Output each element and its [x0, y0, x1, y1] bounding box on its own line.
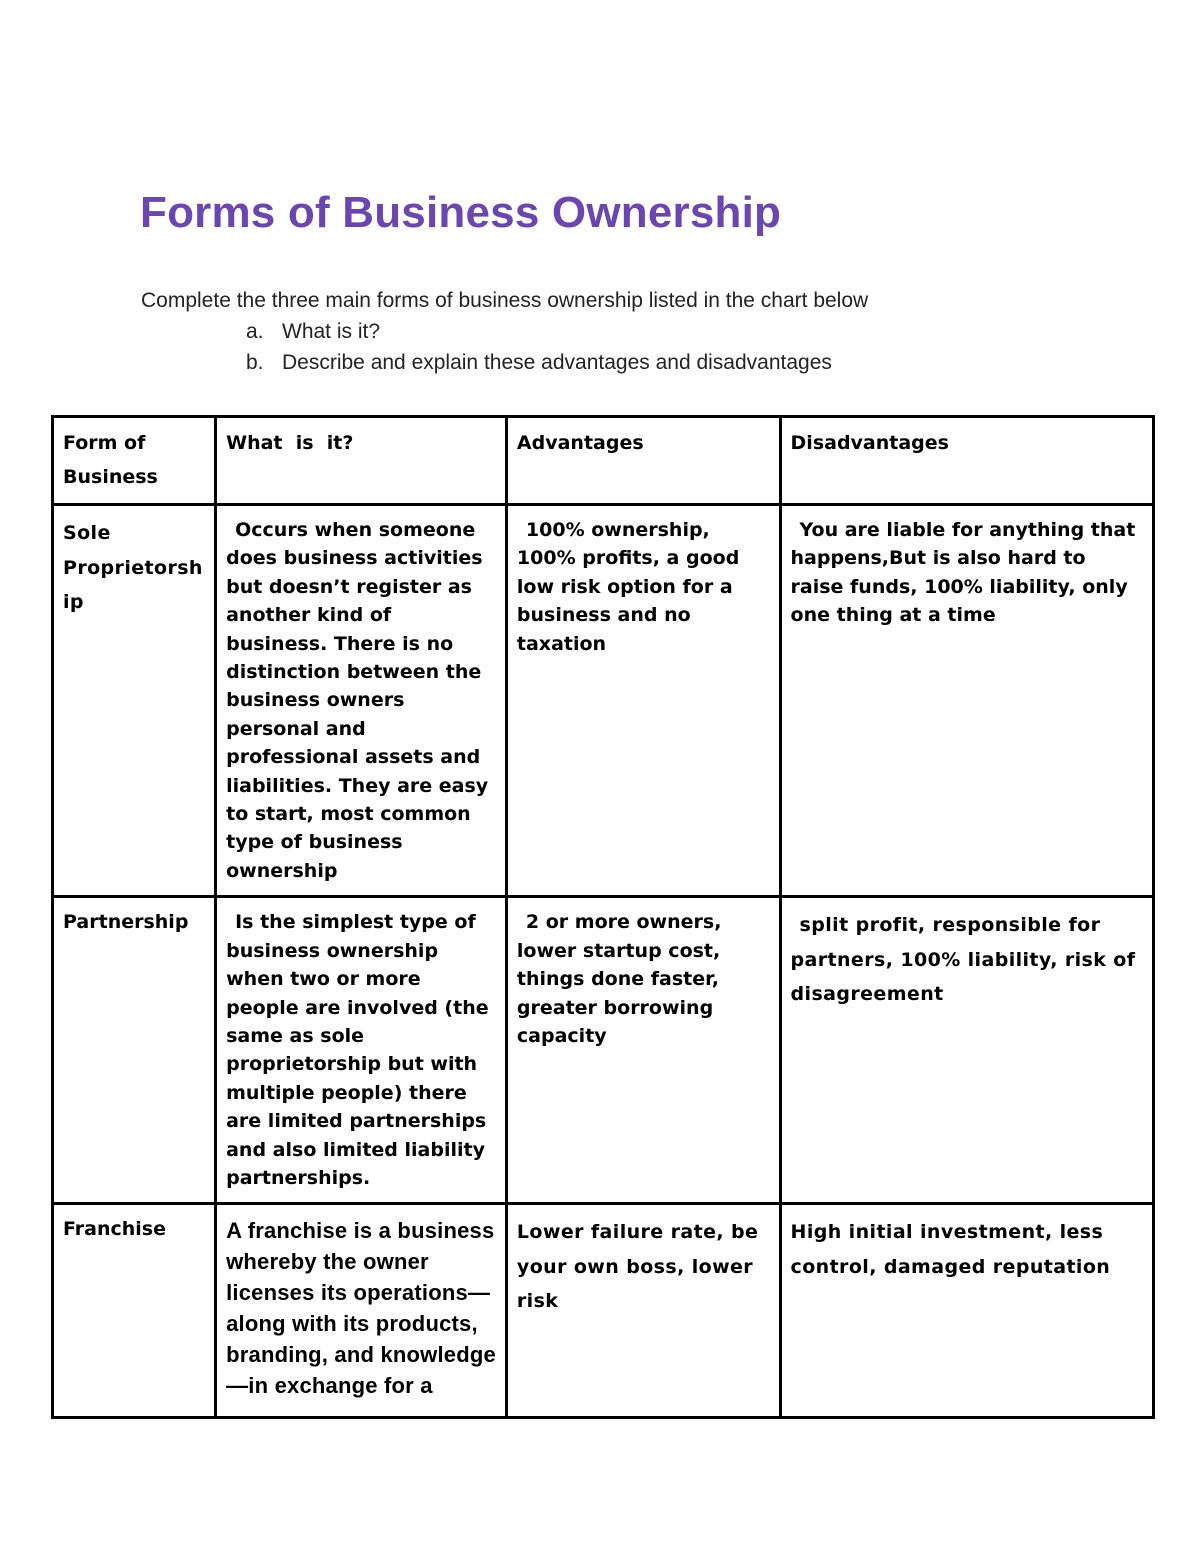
cell-what	[216, 1204, 507, 1418]
sub-item-text: What is it?	[282, 320, 381, 343]
form-name: Franchise	[63, 1218, 166, 1241]
table-row	[53, 1204, 1154, 1418]
header-label: Disadvantages	[790, 432, 949, 454]
advantages-text: 2 or more owners, lower startup cost, things done faster, greater borrowing capacity	[516, 911, 722, 1047]
cell-form	[53, 897, 216, 1204]
cell-form	[53, 1204, 216, 1418]
disadvantages-text: split profit, responsible for partners, 100% liability, risk of disagreement	[790, 914, 1136, 1006]
form-name: Sole Proprietorship	[63, 522, 203, 613]
table-row	[53, 505, 1154, 897]
header-disadvantages	[780, 417, 1153, 505]
cell-form	[53, 505, 216, 897]
what-text: Occurs when someone does business activities but doesn’t register as another kind of business. There is no distinction between the business owners personal and professional assets and liabilities. They are easy to start, most common type of business ownership	[226, 519, 489, 882]
cell-advantages	[506, 1204, 780, 1418]
cell-what	[216, 505, 507, 897]
sub-item-b	[246, 351, 832, 382]
cell-disadvantages	[780, 505, 1153, 897]
header-form-of-business	[53, 417, 216, 505]
instruction-sub-list	[246, 320, 832, 382]
advantages-text: Lower failure rate, be your own boss, lower risk	[516, 1221, 759, 1313]
sub-item-text: Describe and explain these advantages and disadvantages	[282, 351, 832, 374]
cell-disadvantages	[780, 1204, 1153, 1418]
header-advantages	[506, 417, 780, 505]
sub-item-a	[246, 320, 832, 351]
disadvantages-text: High initial investment, less control, damaged reputation	[790, 1221, 1111, 1278]
cell-advantages	[506, 505, 780, 897]
sub-item-marker: b.	[246, 351, 264, 374]
business-ownership-table	[51, 415, 1155, 1419]
header-label: Form of Business	[63, 432, 158, 488]
what-text: Is the simplest type of business ownership when two or more people are involved (the same as sole proprietorship but with multiple people) there are limited partnerships and also limited liability partnerships.	[226, 911, 489, 1189]
advantages-text: 100% ownership, 100% profits, a good low risk option for a business and no taxation	[516, 519, 740, 655]
cell-what	[216, 897, 507, 1204]
sub-item-marker: a.	[246, 320, 264, 343]
what-text: A franchise is a business whereby the owner licenses its operations—along with its products, branding, and knowledge—in exchange for a	[226, 1218, 496, 1399]
cell-advantages	[506, 897, 780, 1204]
cell-disadvantages	[780, 897, 1153, 1204]
table-header-row	[53, 417, 1154, 505]
form-name: Partnership	[63, 911, 189, 934]
header-label: Advantages	[516, 432, 644, 454]
table-row	[53, 897, 1154, 1204]
header-label: What is it?	[226, 432, 354, 454]
disadvantages-text: You are liable for anything that happens,But is also hard to raise funds, 100% liability, only one thing at a time	[790, 519, 1136, 627]
document-title: Forms of Business Ownership	[140, 188, 782, 237]
header-what-is-it	[216, 417, 507, 505]
instructions-text: Complete the three main forms of business ownership listed in the chart below	[141, 289, 869, 312]
